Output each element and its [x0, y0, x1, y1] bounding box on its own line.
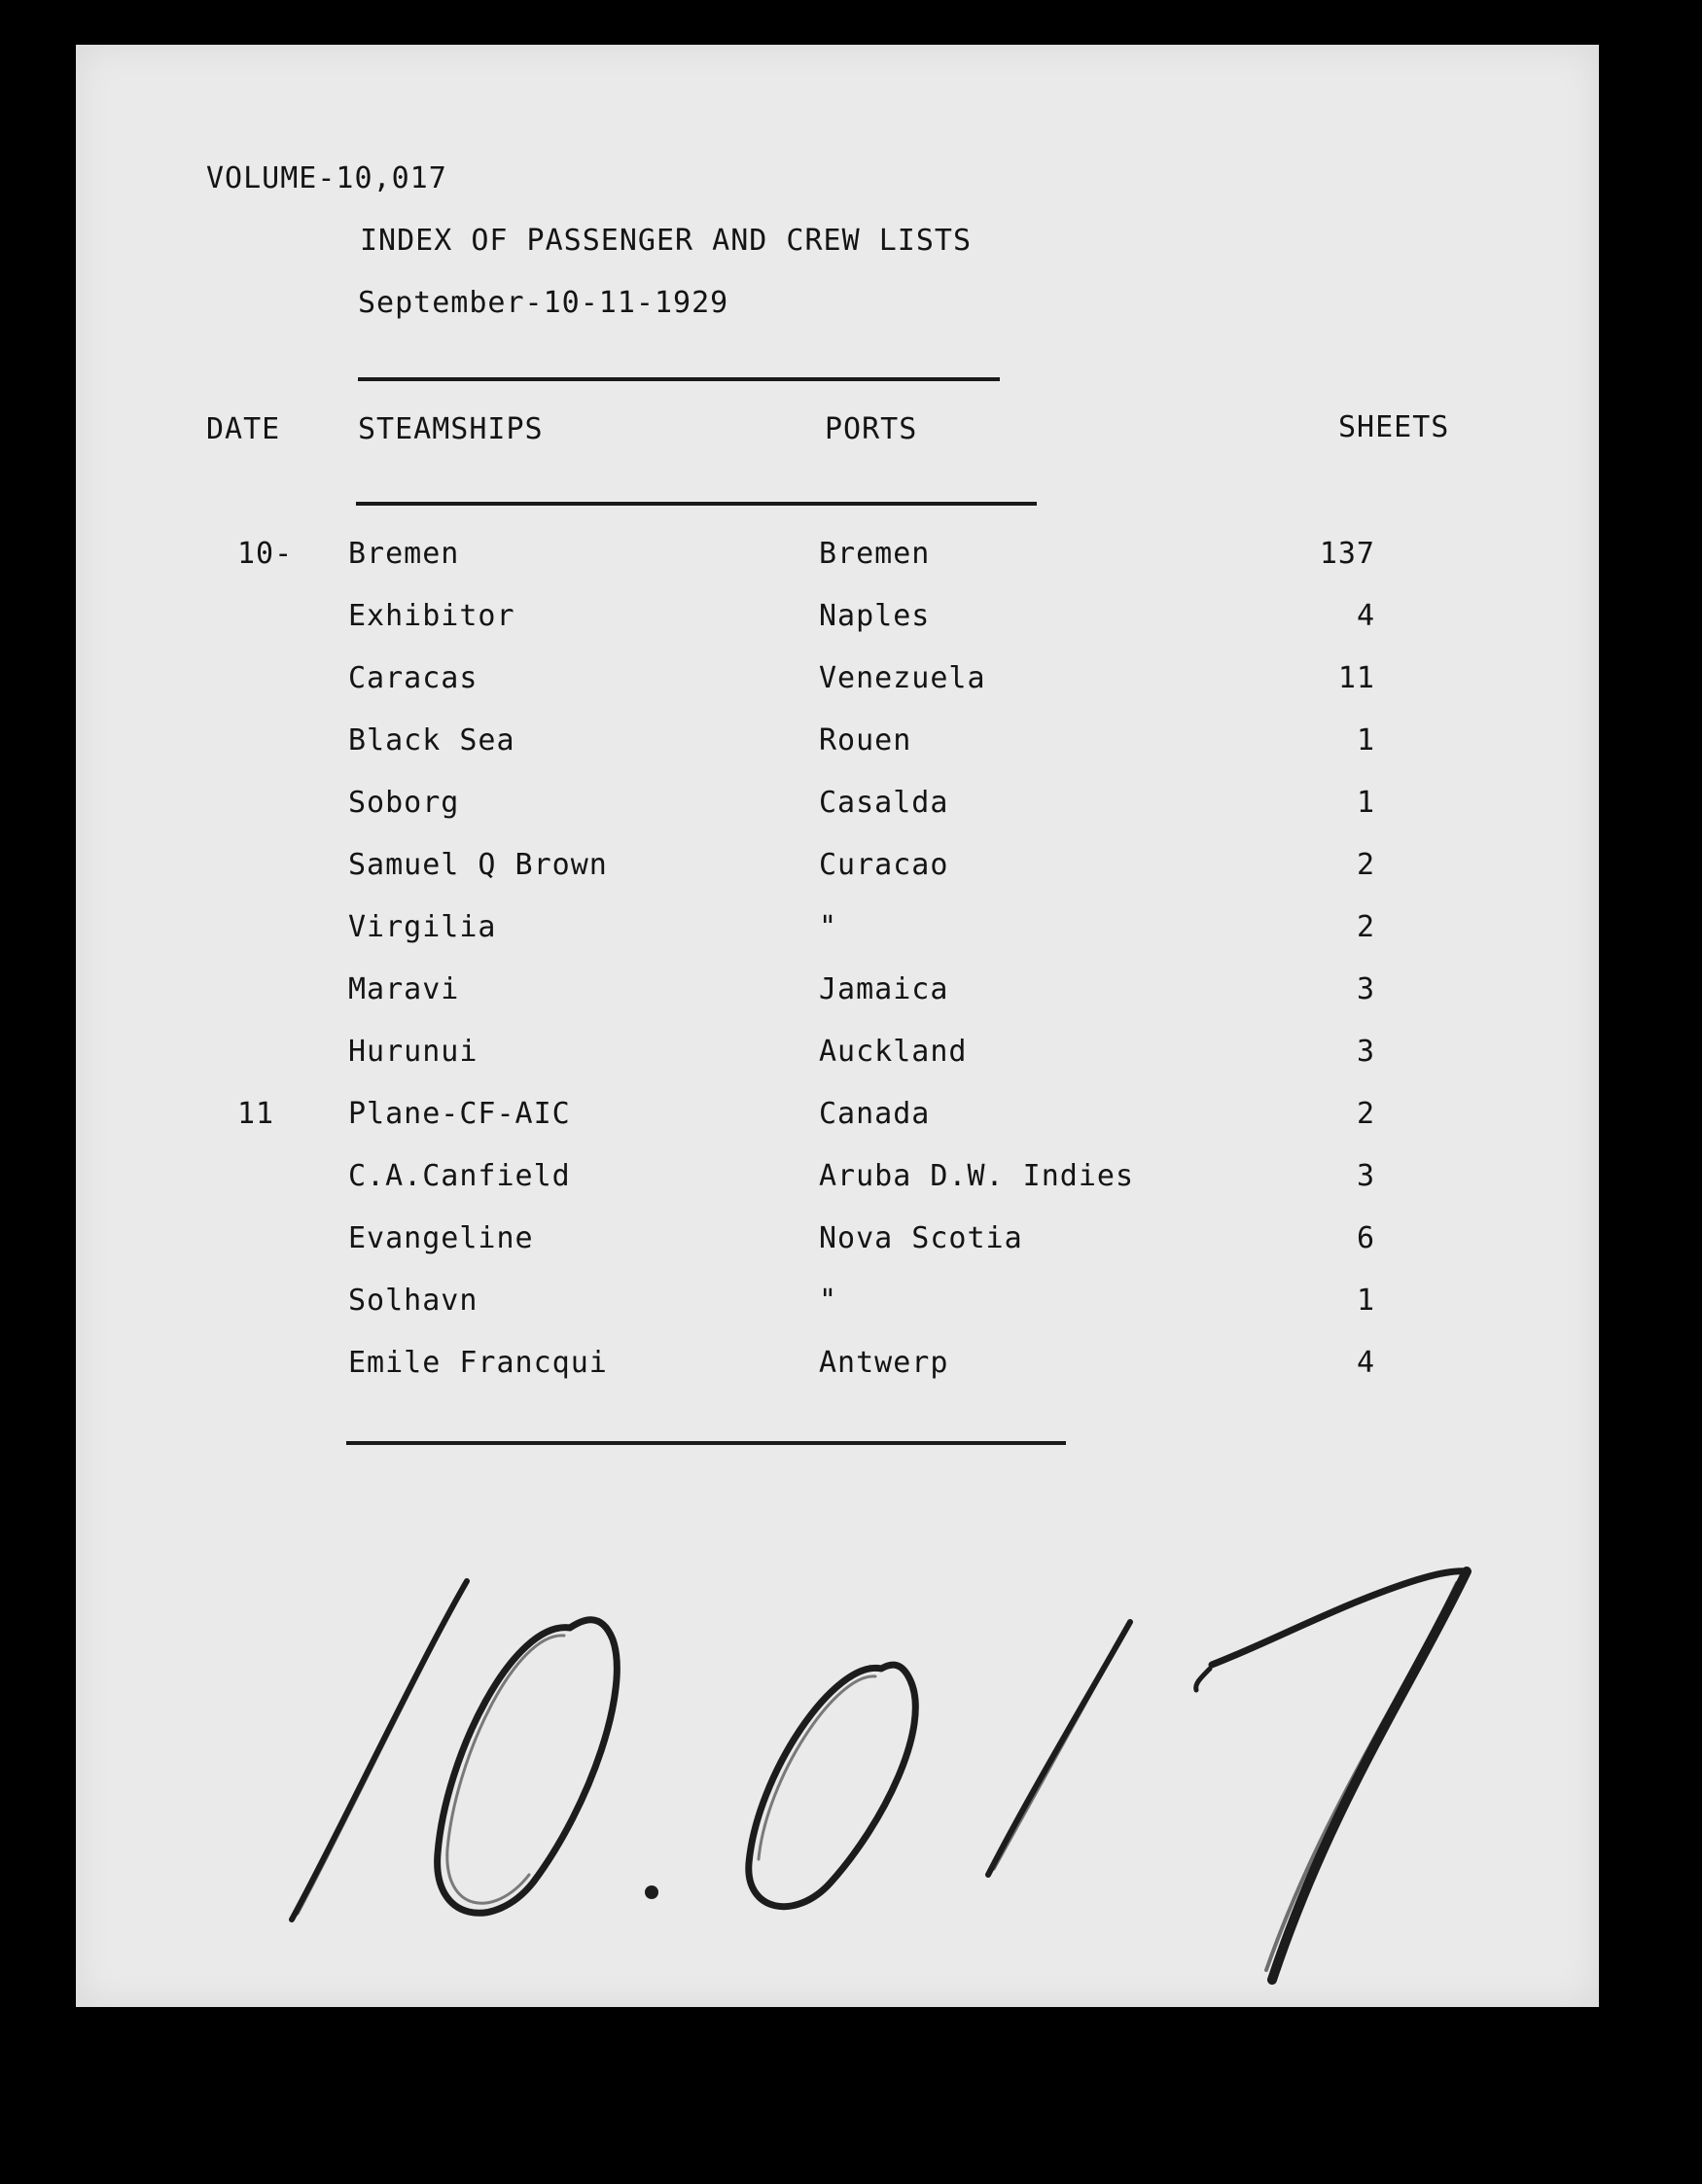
- table-row: [76, 661, 1599, 723]
- column-header-steamships: STEAMSHIPS: [358, 412, 544, 446]
- row-sheets: 1: [1356, 1284, 1375, 1318]
- table-row: [76, 1346, 1599, 1408]
- row-port: Bremen: [819, 537, 931, 571]
- table-row: [76, 1221, 1599, 1284]
- column-header-date: DATE: [206, 412, 281, 446]
- row-port: Casalda: [819, 786, 949, 820]
- row-steamship: Soborg: [348, 786, 460, 820]
- row-steamship: Emile Francqui: [348, 1346, 608, 1380]
- row-sheets: 11: [1337, 661, 1375, 695]
- row-port: Aruba D.W. Indies: [819, 1159, 1135, 1193]
- table-row: [76, 848, 1599, 910]
- row-port: Venezuela: [819, 661, 986, 695]
- row-sheets: 2: [1356, 1097, 1375, 1131]
- row-steamship: Plane-CF-AIC: [348, 1097, 571, 1131]
- title-underline: [358, 377, 1000, 381]
- row-sheets: 3: [1356, 1159, 1375, 1193]
- row-date: 11: [237, 1097, 275, 1131]
- table-row: [76, 972, 1599, 1035]
- table-row: [76, 1284, 1599, 1346]
- document-sheet: [76, 45, 1599, 2007]
- row-port: Naples: [819, 599, 931, 633]
- row-sheets: 2: [1356, 848, 1375, 882]
- row-steamship: Solhavn: [348, 1284, 479, 1318]
- document-title: INDEX OF PASSENGER AND CREW LISTS: [360, 224, 973, 258]
- table-row: [76, 1159, 1599, 1221]
- row-port: Jamaica: [819, 972, 949, 1006]
- row-steamship: Hurunui: [348, 1035, 479, 1069]
- table-row: [76, 537, 1599, 599]
- row-steamship: Caracas: [348, 661, 479, 695]
- row-steamship: Maravi: [348, 972, 460, 1006]
- row-port: Nova Scotia: [819, 1221, 1023, 1255]
- table-row: [76, 723, 1599, 786]
- table-bottom-rule: [346, 1441, 1066, 1445]
- table-row: [76, 1035, 1599, 1097]
- row-sheets: 3: [1356, 1035, 1375, 1069]
- row-sheets: 3: [1356, 972, 1375, 1006]
- row-port: ": [819, 910, 838, 944]
- column-header-sheets: SHEETS: [1338, 410, 1450, 444]
- table-row: [76, 1097, 1599, 1159]
- row-sheets: 137: [1319, 537, 1375, 571]
- row-port: Curacao: [819, 848, 949, 882]
- handwritten-volume-number: [212, 1513, 1476, 2019]
- date-range: September-10-11-1929: [358, 286, 729, 320]
- table-row: [76, 910, 1599, 972]
- row-sheets: 1: [1356, 786, 1375, 820]
- row-port: Antwerp: [819, 1346, 949, 1380]
- row-port: ": [819, 1284, 838, 1318]
- row-steamship: Exhibitor: [348, 599, 515, 633]
- row-steamship: Virgilia: [348, 910, 497, 944]
- row-sheets: 2: [1356, 910, 1375, 944]
- table-row: [76, 786, 1599, 848]
- row-steamship: Black Sea: [348, 723, 515, 757]
- header-underline: [356, 502, 1037, 506]
- row-port: Auckland: [819, 1035, 968, 1069]
- row-sheets: 1: [1356, 723, 1375, 757]
- volume-label: VOLUME-10,017: [206, 161, 447, 195]
- row-sheets: 4: [1356, 1346, 1375, 1380]
- row-sheets: 4: [1356, 599, 1375, 633]
- row-port: Rouen: [819, 723, 912, 757]
- row-steamship: Samuel Q Brown: [348, 848, 608, 882]
- row-sheets: 6: [1356, 1221, 1375, 1255]
- row-steamship: Evangeline: [348, 1221, 534, 1255]
- column-header-ports: PORTS: [825, 412, 918, 446]
- row-steamship: Bremen: [348, 537, 460, 571]
- row-date: 10-: [237, 537, 294, 571]
- table-row: [76, 599, 1599, 661]
- row-port: Canada: [819, 1097, 931, 1131]
- row-steamship: C.A.Canfield: [348, 1159, 571, 1193]
